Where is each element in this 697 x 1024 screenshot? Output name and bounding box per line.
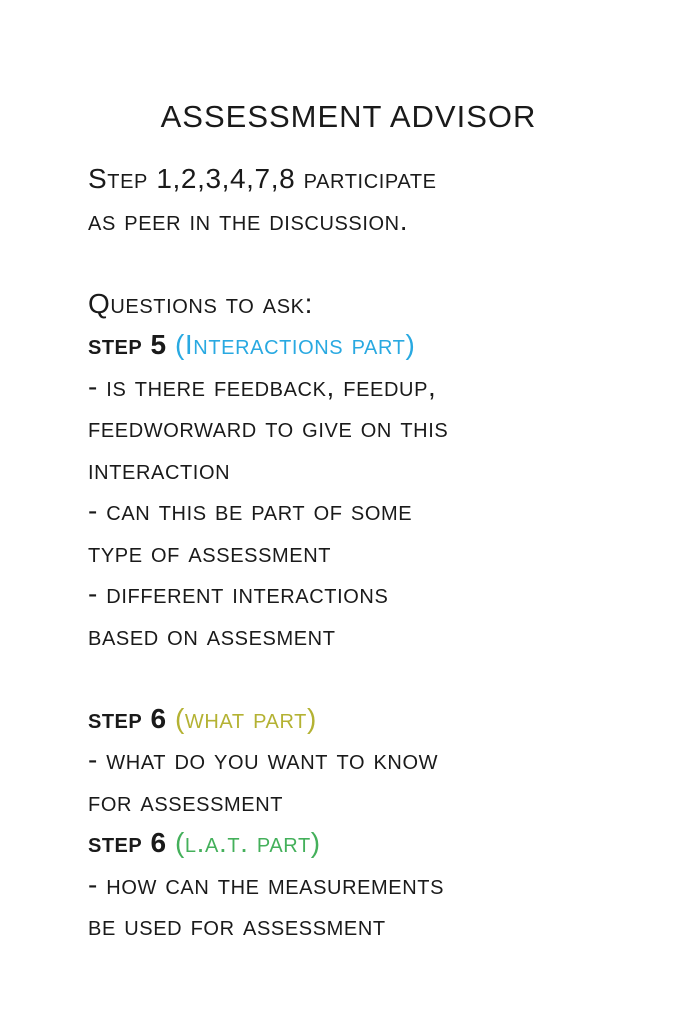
step6-lat-part: (l.a.t. part) <box>174 827 321 858</box>
step5-line: - is there feedback, feedup, <box>88 370 437 402</box>
step5-line: feedworward to give on this <box>88 412 449 443</box>
step5-line: type of assessment <box>88 536 332 568</box>
step5-heading <box>88 324 668 366</box>
step6-what-heading <box>88 698 668 740</box>
step5-part: (Interactions part) <box>174 329 416 360</box>
questions-heading: Questions to ask: <box>88 287 313 319</box>
step6-lat-line: be used for assessment <box>88 910 386 941</box>
step6-lat-label: step 6 <box>88 827 167 858</box>
step5-label: step 5 <box>88 329 167 360</box>
intro-line-2: as peer in the discussion. <box>88 204 409 236</box>
card-body <box>88 158 668 947</box>
step6-what-line: - what do you want to know <box>88 744 439 775</box>
step6-what-label: step 6 <box>88 702 167 734</box>
step5-line: - can this be part of some <box>88 495 413 526</box>
step6-what-part: (what part) <box>174 702 317 734</box>
spacer <box>88 656 668 698</box>
step5-line: interaction <box>88 453 231 485</box>
intro-line-1: Step 1,2,3,4,7,8 participate <box>88 163 437 194</box>
step5-line: based on assesment <box>88 619 336 651</box>
step5-line: - different interactions <box>88 578 389 609</box>
step6-what-line: for assessment <box>88 785 284 817</box>
step6-lat-heading <box>88 822 668 864</box>
step6-lat-line: - how can the measurements <box>88 868 445 900</box>
spacer <box>88 241 668 283</box>
page-title: ASSESSMENT ADVISOR <box>160 99 537 134</box>
